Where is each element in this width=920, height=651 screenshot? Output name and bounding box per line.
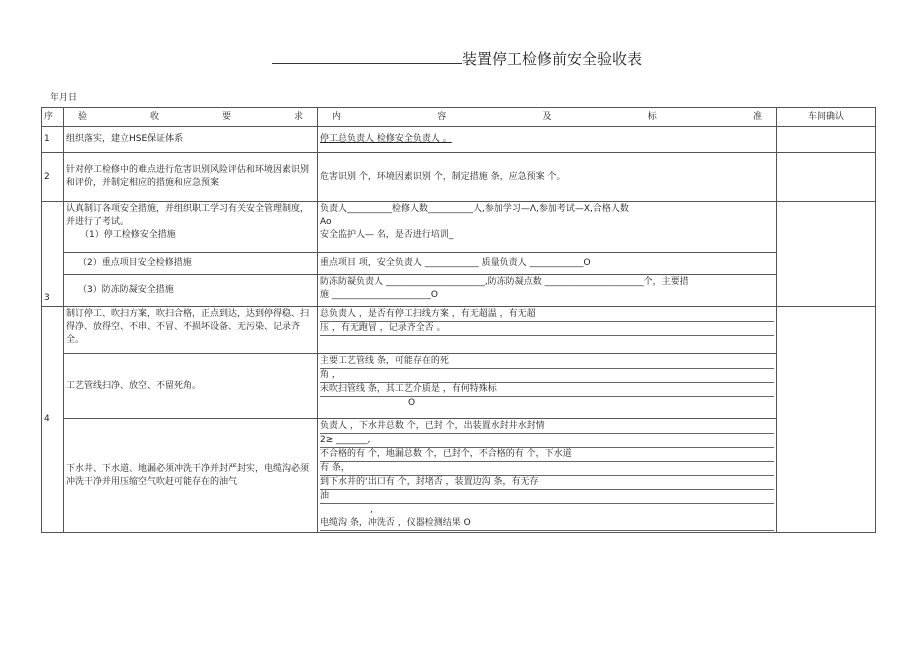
row4-b2: 角 ， xyxy=(320,369,774,383)
row3-content-a xyxy=(318,202,777,253)
row4-req2: 工艺管线扫净、放空、不留死角。 xyxy=(64,354,318,419)
row1-requirement: 组织落实，建立HSE保证体系 xyxy=(64,127,318,153)
row3-c2: Ao xyxy=(320,217,332,227)
table-row xyxy=(42,275,876,307)
header-req-char: 验 xyxy=(78,111,88,122)
header-requirements xyxy=(64,108,318,127)
header-content-char: 及 xyxy=(542,111,552,122)
table-row xyxy=(42,202,876,253)
row3-sub3: （3）防冻防凝安全措施 xyxy=(64,275,318,307)
row4-d5: 到下水井的‘出口有 个，封堵否 ，装置边沟 条，有无存 xyxy=(320,476,774,490)
header-seq: 序 xyxy=(42,108,64,127)
row2-requirement: 针对停工检修中的难点进行危害识别风险评估和环境因素识别和评价，并制定相应的措施和应急预案 xyxy=(64,153,318,202)
row4-req1: 制订停工、吹扫方案，吹扫合格，正点到达，达到停得稳、扫得净、放得空、不串、不冒、不损坏设备、无污染、记录齐全。 xyxy=(64,307,318,354)
header-req-char: 求 xyxy=(293,111,303,122)
header-req-char: 要 xyxy=(221,111,231,122)
row3-c4: 重点项目 项，安全负责人 ____________ 质量负责人 ____________O xyxy=(318,253,777,275)
row3-c5: 防冻防凝负责人 ______________________,防冻防凝点数 ______________________个，主要措 xyxy=(320,277,689,287)
row3-requirement xyxy=(64,202,318,253)
row4-d3: 不合格的有 个，地漏总数 个，已封个，不合格的有 个，下水道 xyxy=(320,448,774,462)
title-blank xyxy=(272,51,462,64)
row4-d8: 电缆沟 条，冲洗否 ，仪器检测结果 O xyxy=(320,517,774,531)
header-content-char: 标 xyxy=(647,111,657,122)
row4-content-b xyxy=(318,354,777,419)
date-label: 年月日 xyxy=(50,93,78,103)
row1-confirm[interactable] xyxy=(777,127,876,153)
row2-content: 危害识别 个，环境因素识别 个，制定措施 条，应急预案 个。 xyxy=(318,153,777,202)
header-req-char: 收 xyxy=(149,111,159,122)
row3-sub2: （2）重点项目安全检修措施 xyxy=(64,253,318,275)
row3-c3: 安全监护人— 名，是否进行培训_ xyxy=(320,230,454,240)
row4-d2: 2≥ _______, xyxy=(320,434,774,448)
row1-content xyxy=(318,127,777,153)
row2-confirm[interactable] xyxy=(777,153,876,202)
row4-a2: 压 ，有无跑冒 ，记录齐全否 。 xyxy=(320,322,774,336)
row3-c6: 施 ______________________O xyxy=(320,290,438,300)
header-content-char: 内 xyxy=(332,111,342,122)
row4-d1: 负责人 ，下水井总数 个，已封 个，出装置水封井水封情 xyxy=(320,420,774,434)
row4-b3: 未吹扫管线 条，其工艺介质是 ，有何特殊标 xyxy=(320,383,774,397)
row-number: 2 xyxy=(42,153,64,202)
table-row xyxy=(42,419,876,533)
row3-content-c xyxy=(318,275,777,307)
row-number: 1 xyxy=(42,127,64,153)
table-row xyxy=(42,153,876,202)
header-content-char: 准 xyxy=(752,111,762,122)
row-number: 4 xyxy=(42,307,64,533)
row3-c1: 负责人__________检修人数__________人,参加学习—Λ,参加考试—X,合格人数 xyxy=(320,204,629,214)
table-row xyxy=(42,307,876,354)
header-content xyxy=(318,108,777,127)
row3-sub1: （1）停工检修安全措施 xyxy=(80,230,176,240)
title-text: 装置停工检修前安全验收表 xyxy=(462,50,643,68)
row4-req3: 下水井、下水道、地漏必须冲洗干净并封严封实，电缆沟必须冲洗干净并用压缩空气吹赶可能存在的油气 xyxy=(64,419,318,533)
header-content-char: 容 xyxy=(437,111,447,122)
row3-confirm[interactable] xyxy=(777,202,876,307)
row4-d4: 有 条， xyxy=(320,462,774,476)
row4-b1: 主要工艺管线 条，可能存在的死 xyxy=(320,355,774,369)
row4-confirm[interactable] xyxy=(777,307,876,533)
header-row xyxy=(42,108,876,127)
acceptance-table xyxy=(41,107,876,533)
table-row xyxy=(42,354,876,419)
row4-a1: 总负责人 ，是否有停工扫线方案 ，有无超温 ，有无超 xyxy=(320,308,774,322)
page-title xyxy=(272,48,642,69)
row3-req-text: 认真制订各项安全措施，并组织职工学习有关安全管理制度，并进行了考试。 xyxy=(66,204,310,227)
row1-content-text: 停工总负责人 检修安全负责人 。 xyxy=(320,134,452,144)
row-number: 3 xyxy=(42,202,64,307)
header-confirm: 车间确认 xyxy=(777,108,876,127)
table-row xyxy=(42,253,876,275)
row4-content-c xyxy=(318,419,777,533)
table-row xyxy=(42,127,876,153)
row4-b4: O xyxy=(408,398,416,408)
row4-d7: , xyxy=(370,505,373,515)
row4-d6: 油 xyxy=(320,490,774,504)
row4-content-a xyxy=(318,307,777,354)
